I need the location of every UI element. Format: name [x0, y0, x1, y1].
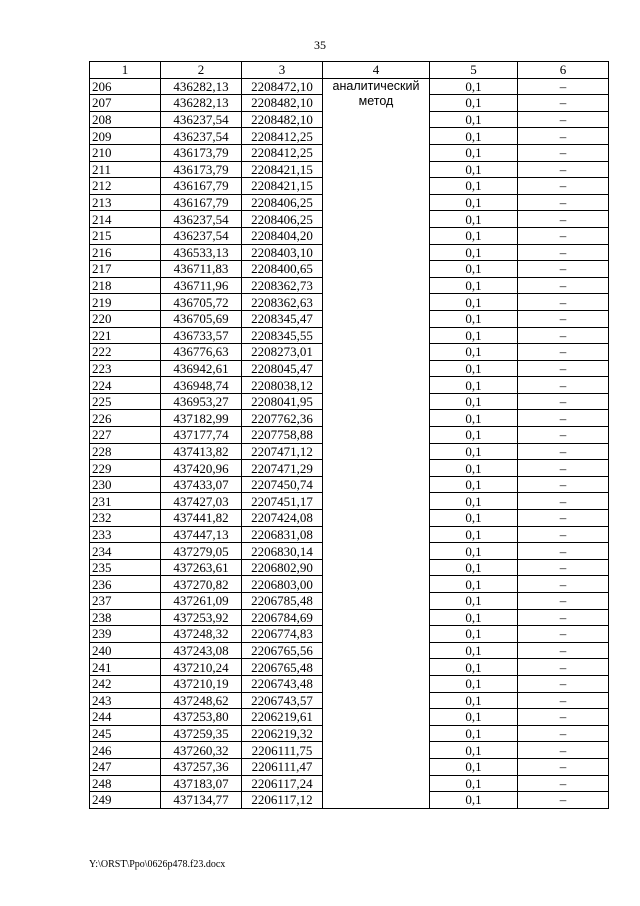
y-coordinate-cell: 2207424,08	[242, 510, 323, 527]
accuracy-cell: 0,1	[430, 775, 518, 792]
dash-cell: –	[518, 742, 609, 759]
dash-cell: –	[518, 493, 609, 510]
y-coordinate-cell: 2208421,15	[242, 161, 323, 178]
y-coordinate-cell: 2206803,00	[242, 576, 323, 593]
header-cell: 5	[430, 62, 518, 79]
accuracy-cell: 0,1	[430, 410, 518, 427]
dash-cell: –	[518, 593, 609, 610]
accuracy-cell: 0,1	[430, 310, 518, 327]
accuracy-cell: 0,1	[430, 277, 518, 294]
y-coordinate-cell: 2206830,14	[242, 543, 323, 560]
y-coordinate-cell: 2206219,32	[242, 725, 323, 742]
dash-cell: –	[518, 410, 609, 427]
dash-cell: –	[518, 609, 609, 626]
accuracy-cell: 0,1	[430, 443, 518, 460]
x-coordinate-cell: 437413,82	[161, 443, 242, 460]
y-coordinate-cell: 2206784,69	[242, 609, 323, 626]
point-number-cell: 217	[90, 261, 161, 278]
dash-cell: –	[518, 559, 609, 576]
point-number-cell: 242	[90, 675, 161, 692]
accuracy-cell: 0,1	[430, 194, 518, 211]
x-coordinate-cell: 436237,54	[161, 211, 242, 228]
accuracy-cell: 0,1	[430, 144, 518, 161]
dash-cell: –	[518, 144, 609, 161]
x-coordinate-cell: 437427,03	[161, 493, 242, 510]
accuracy-cell: 0,1	[430, 294, 518, 311]
y-coordinate-cell: 2208412,25	[242, 144, 323, 161]
dash-cell: –	[518, 194, 609, 211]
point-number-cell: 246	[90, 742, 161, 759]
accuracy-cell: 0,1	[430, 261, 518, 278]
x-coordinate-cell: 437177,74	[161, 427, 242, 444]
point-number-cell: 227	[90, 427, 161, 444]
accuracy-cell: 0,1	[430, 642, 518, 659]
point-number-cell: 218	[90, 277, 161, 294]
dash-cell: –	[518, 327, 609, 344]
y-coordinate-cell: 2208482,10	[242, 95, 323, 112]
accuracy-cell: 0,1	[430, 360, 518, 377]
accuracy-cell: 0,1	[430, 78, 518, 95]
x-coordinate-cell: 436705,69	[161, 310, 242, 327]
accuracy-cell: 0,1	[430, 111, 518, 128]
y-coordinate-cell: 2208412,25	[242, 128, 323, 145]
accuracy-cell: 0,1	[430, 327, 518, 344]
dash-cell: –	[518, 709, 609, 726]
accuracy-cell: 0,1	[430, 526, 518, 543]
accuracy-cell: 0,1	[430, 460, 518, 477]
point-number-cell: 225	[90, 393, 161, 410]
y-coordinate-cell: 2208403,10	[242, 244, 323, 261]
point-number-cell: 223	[90, 360, 161, 377]
y-coordinate-cell: 2208041,95	[242, 393, 323, 410]
point-number-cell: 216	[90, 244, 161, 261]
x-coordinate-cell: 437259,35	[161, 725, 242, 742]
x-coordinate-cell: 437210,24	[161, 659, 242, 676]
dash-cell: –	[518, 261, 609, 278]
point-number-cell: 237	[90, 593, 161, 610]
x-coordinate-cell: 436733,57	[161, 327, 242, 344]
header-cell: 6	[518, 62, 609, 79]
dash-cell: –	[518, 427, 609, 444]
y-coordinate-cell: 2207451,17	[242, 493, 323, 510]
dash-cell: –	[518, 277, 609, 294]
point-number-cell: 229	[90, 460, 161, 477]
dash-cell: –	[518, 460, 609, 477]
point-number-cell: 236	[90, 576, 161, 593]
x-coordinate-cell: 437183,07	[161, 775, 242, 792]
point-number-cell: 220	[90, 310, 161, 327]
accuracy-cell: 0,1	[430, 593, 518, 610]
y-coordinate-cell: 2206117,12	[242, 792, 323, 809]
accuracy-cell: 0,1	[430, 510, 518, 527]
point-number-cell: 219	[90, 294, 161, 311]
file-path-footer: Y:\ORST\Ppo\0626p478.f23.docx	[89, 859, 226, 870]
accuracy-cell: 0,1	[430, 95, 518, 112]
dash-cell: –	[518, 393, 609, 410]
accuracy-cell: 0,1	[430, 128, 518, 145]
point-number-cell: 213	[90, 194, 161, 211]
dash-cell: –	[518, 211, 609, 228]
x-coordinate-cell: 436953,27	[161, 393, 242, 410]
accuracy-cell: 0,1	[430, 227, 518, 244]
accuracy-cell: 0,1	[430, 709, 518, 726]
x-coordinate-cell: 436173,79	[161, 144, 242, 161]
point-number-cell: 249	[90, 792, 161, 809]
dash-cell: –	[518, 675, 609, 692]
point-number-cell: 212	[90, 178, 161, 195]
dash-cell: –	[518, 659, 609, 676]
dash-cell: –	[518, 758, 609, 775]
header-cell: 2	[161, 62, 242, 79]
y-coordinate-cell: 2208273,01	[242, 344, 323, 361]
y-coordinate-cell: 2206831,08	[242, 526, 323, 543]
point-number-cell: 248	[90, 775, 161, 792]
accuracy-cell: 0,1	[430, 659, 518, 676]
header-cell: 3	[242, 62, 323, 79]
point-number-cell: 247	[90, 758, 161, 775]
y-coordinate-cell: 2208400,65	[242, 261, 323, 278]
point-number-cell: 224	[90, 377, 161, 394]
x-coordinate-cell: 437420,96	[161, 460, 242, 477]
dash-cell: –	[518, 227, 609, 244]
point-number-cell: 206	[90, 78, 161, 95]
method-cell: аналитический метод	[323, 78, 430, 808]
y-coordinate-cell: 2206802,90	[242, 559, 323, 576]
accuracy-cell: 0,1	[430, 576, 518, 593]
x-coordinate-cell: 436533,13	[161, 244, 242, 261]
x-coordinate-cell: 436167,79	[161, 178, 242, 195]
dash-cell: –	[518, 510, 609, 527]
y-coordinate-cell: 2206111,47	[242, 758, 323, 775]
point-number-cell: 244	[90, 709, 161, 726]
dash-cell: –	[518, 377, 609, 394]
point-number-cell: 232	[90, 510, 161, 527]
dash-cell: –	[518, 128, 609, 145]
accuracy-cell: 0,1	[430, 377, 518, 394]
y-coordinate-cell: 2208404,20	[242, 227, 323, 244]
header-cell: 4	[323, 62, 430, 79]
y-coordinate-cell: 2207471,29	[242, 460, 323, 477]
accuracy-cell: 0,1	[430, 675, 518, 692]
dash-cell: –	[518, 111, 609, 128]
point-number-cell: 209	[90, 128, 161, 145]
point-number-cell: 228	[90, 443, 161, 460]
dash-cell: –	[518, 178, 609, 195]
accuracy-cell: 0,1	[430, 393, 518, 410]
dash-cell: –	[518, 775, 609, 792]
x-coordinate-cell: 437248,62	[161, 692, 242, 709]
point-number-cell: 234	[90, 543, 161, 560]
point-number-cell: 245	[90, 725, 161, 742]
table-body	[90, 78, 609, 808]
x-coordinate-cell: 436776,63	[161, 344, 242, 361]
accuracy-cell: 0,1	[430, 758, 518, 775]
dash-cell: –	[518, 725, 609, 742]
x-coordinate-cell: 436237,54	[161, 111, 242, 128]
y-coordinate-cell: 2208362,63	[242, 294, 323, 311]
y-coordinate-cell: 2208362,73	[242, 277, 323, 294]
point-number-cell: 222	[90, 344, 161, 361]
x-coordinate-cell: 437261,09	[161, 593, 242, 610]
x-coordinate-cell: 437134,77	[161, 792, 242, 809]
accuracy-cell: 0,1	[430, 344, 518, 361]
x-coordinate-cell: 437447,13	[161, 526, 242, 543]
dash-cell: –	[518, 310, 609, 327]
x-coordinate-cell: 437257,36	[161, 758, 242, 775]
point-number-cell: 238	[90, 609, 161, 626]
y-coordinate-cell: 2206117,24	[242, 775, 323, 792]
dash-cell: –	[518, 526, 609, 543]
accuracy-cell: 0,1	[430, 178, 518, 195]
dash-cell: –	[518, 360, 609, 377]
x-coordinate-cell: 436711,96	[161, 277, 242, 294]
x-coordinate-cell: 437263,61	[161, 559, 242, 576]
accuracy-cell: 0,1	[430, 244, 518, 261]
accuracy-cell: 0,1	[430, 626, 518, 643]
x-coordinate-cell: 437260,32	[161, 742, 242, 759]
dash-cell: –	[518, 294, 609, 311]
y-coordinate-cell: 2208482,10	[242, 111, 323, 128]
header-cell: 1	[90, 62, 161, 79]
y-coordinate-cell: 2207471,12	[242, 443, 323, 460]
dash-cell: –	[518, 95, 609, 112]
y-coordinate-cell: 2206765,48	[242, 659, 323, 676]
point-number-cell: 231	[90, 493, 161, 510]
x-coordinate-cell: 437182,99	[161, 410, 242, 427]
point-number-cell: 214	[90, 211, 161, 228]
x-coordinate-cell: 437210,19	[161, 675, 242, 692]
y-coordinate-cell: 2207450,74	[242, 476, 323, 493]
accuracy-cell: 0,1	[430, 742, 518, 759]
point-number-cell: 207	[90, 95, 161, 112]
accuracy-cell: 0,1	[430, 211, 518, 228]
accuracy-cell: 0,1	[430, 609, 518, 626]
table-row	[90, 78, 609, 95]
point-number-cell: 243	[90, 692, 161, 709]
dash-cell: –	[518, 344, 609, 361]
point-number-cell: 240	[90, 642, 161, 659]
table-header-row	[90, 62, 609, 79]
dash-cell: –	[518, 692, 609, 709]
y-coordinate-cell: 2208472,10	[242, 78, 323, 95]
accuracy-cell: 0,1	[430, 543, 518, 560]
dash-cell: –	[518, 244, 609, 261]
x-coordinate-cell: 437270,82	[161, 576, 242, 593]
point-number-cell: 211	[90, 161, 161, 178]
y-coordinate-cell: 2206765,56	[242, 642, 323, 659]
x-coordinate-cell: 436942,61	[161, 360, 242, 377]
x-coordinate-cell: 436237,54	[161, 128, 242, 145]
x-coordinate-cell: 436167,79	[161, 194, 242, 211]
y-coordinate-cell: 2206743,57	[242, 692, 323, 709]
dash-cell: –	[518, 792, 609, 809]
y-coordinate-cell: 2208038,12	[242, 377, 323, 394]
x-coordinate-cell: 437279,05	[161, 543, 242, 560]
y-coordinate-cell: 2207758,88	[242, 427, 323, 444]
x-coordinate-cell: 437253,80	[161, 709, 242, 726]
point-number-cell: 215	[90, 227, 161, 244]
y-coordinate-cell: 2206774,83	[242, 626, 323, 643]
x-coordinate-cell: 436282,13	[161, 95, 242, 112]
y-coordinate-cell: 2206111,75	[242, 742, 323, 759]
page-number: 35	[314, 38, 326, 52]
y-coordinate-cell: 2208406,25	[242, 211, 323, 228]
dash-cell: –	[518, 626, 609, 643]
accuracy-cell: 0,1	[430, 427, 518, 444]
dash-cell: –	[518, 443, 609, 460]
x-coordinate-cell: 437248,32	[161, 626, 242, 643]
dash-cell: –	[518, 642, 609, 659]
dash-cell: –	[518, 576, 609, 593]
accuracy-cell: 0,1	[430, 725, 518, 742]
y-coordinate-cell: 2208406,25	[242, 194, 323, 211]
y-coordinate-cell: 2207762,36	[242, 410, 323, 427]
accuracy-cell: 0,1	[430, 493, 518, 510]
y-coordinate-cell: 2208045,47	[242, 360, 323, 377]
dash-cell: –	[518, 543, 609, 560]
point-number-cell: 210	[90, 144, 161, 161]
point-number-cell: 226	[90, 410, 161, 427]
point-number-cell: 235	[90, 559, 161, 576]
point-number-cell: 233	[90, 526, 161, 543]
x-coordinate-cell: 436705,72	[161, 294, 242, 311]
y-coordinate-cell: 2208345,47	[242, 310, 323, 327]
x-coordinate-cell: 437433,07	[161, 476, 242, 493]
accuracy-cell: 0,1	[430, 161, 518, 178]
x-coordinate-cell: 437253,92	[161, 609, 242, 626]
y-coordinate-cell: 2208421,15	[242, 178, 323, 195]
dash-cell: –	[518, 476, 609, 493]
x-coordinate-cell: 436173,79	[161, 161, 242, 178]
y-coordinate-cell: 2206219,61	[242, 709, 323, 726]
x-coordinate-cell: 436948,74	[161, 377, 242, 394]
point-number-cell: 221	[90, 327, 161, 344]
x-coordinate-cell: 437243,08	[161, 642, 242, 659]
x-coordinate-cell: 436282,13	[161, 78, 242, 95]
y-coordinate-cell: 2208345,55	[242, 327, 323, 344]
x-coordinate-cell: 437441,82	[161, 510, 242, 527]
point-number-cell: 230	[90, 476, 161, 493]
accuracy-cell: 0,1	[430, 476, 518, 493]
accuracy-cell: 0,1	[430, 792, 518, 809]
accuracy-cell: 0,1	[430, 559, 518, 576]
dash-cell: –	[518, 78, 609, 95]
point-number-cell: 208	[90, 111, 161, 128]
y-coordinate-cell: 2206785,48	[242, 593, 323, 610]
point-number-cell: 241	[90, 659, 161, 676]
coordinates-table	[89, 61, 609, 809]
x-coordinate-cell: 436237,54	[161, 227, 242, 244]
x-coordinate-cell: 436711,83	[161, 261, 242, 278]
y-coordinate-cell: 2206743,48	[242, 675, 323, 692]
dash-cell: –	[518, 161, 609, 178]
point-number-cell: 239	[90, 626, 161, 643]
accuracy-cell: 0,1	[430, 692, 518, 709]
